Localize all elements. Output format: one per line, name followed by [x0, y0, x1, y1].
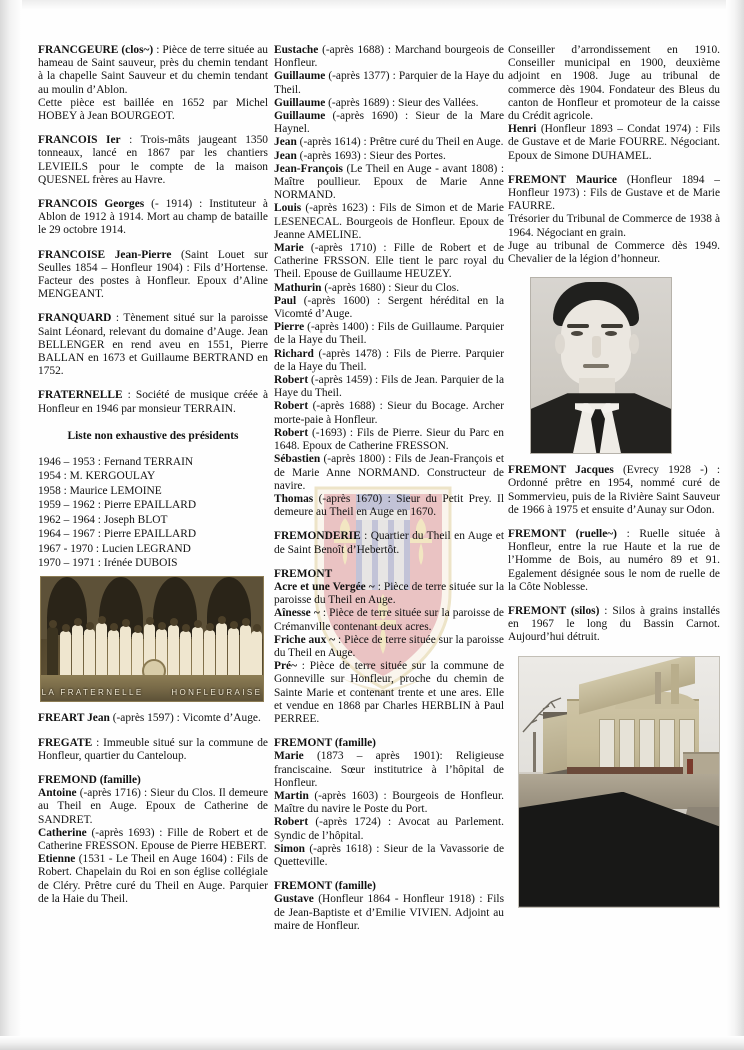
column-2 — [274, 44, 504, 944]
family-member — [38, 827, 268, 853]
member-name: Paul — [274, 294, 297, 307]
entry-head: FREMONT (silos) — [508, 605, 600, 618]
entry-body: : Société de musique créée à Honfleur en 1946 par monsieur TERRAIN. — [38, 389, 268, 415]
president-item: 1946 – 1953 : Fernand TERRAIN — [38, 456, 194, 469]
family-member — [274, 44, 504, 70]
member-text: (Honfleur 1893 – Condat 1974) : Fils de Gustave et de Marie FOURRE. Négociant. Epoux de Simone DUHAMEL. — [508, 123, 720, 162]
entry-fremont-ruelle — [508, 528, 720, 594]
member-text: (-après 1400) : Fils de Guillaume. Parquier de la Haye du Theil. — [274, 321, 504, 347]
member-text: (-après 1459) : Fils de Jean. Parquier de la Haye du Theil. — [274, 374, 504, 400]
entry-body-2: Cette pièce est baillée en 1652 par Michel HOBEY à Jean BOURGEOT. — [38, 96, 268, 123]
member-name: Guillaume — [274, 110, 326, 123]
family-member — [274, 97, 504, 110]
portrait-nose — [592, 336, 601, 358]
family-member — [274, 427, 504, 453]
member-text: (-après 1680) : Sieur du Clos. — [321, 281, 460, 294]
member-name: Thomas — [274, 492, 314, 505]
entry-body: : Ruelle située à Honfleur, entre la rue Haute et la rue de l’Homme de Bois, au numéro 89 et 91. Egalement désignée sous le nom de ruelle de la Côte Noblesse. — [508, 528, 720, 593]
member-text: (-après 1603) : Bourgeois de Honfleur. Maître du navire le Poste du Port. — [274, 789, 504, 816]
silos-photograph — [518, 656, 720, 908]
president-item: 1954 : M. KERGOULAY — [38, 470, 156, 483]
family-member — [274, 202, 504, 242]
portrait-ear-right — [629, 334, 639, 354]
president-item: 1967 - 1970 : Lucien LEGRAND — [38, 542, 191, 555]
entry-francoise-jean-pierre — [38, 249, 268, 302]
entry-fremont-places — [274, 568, 504, 726]
photo-window — [619, 719, 635, 771]
family-member — [274, 242, 504, 282]
member-text: (-après 1716) : Sieur du Clos. Il demeure au Theil en Auge. Epoux de Catherine de SANDRET. — [38, 787, 268, 826]
family-member — [274, 282, 504, 295]
member-name: Simon — [274, 842, 306, 855]
member-text: (-après 1623) : Fils de Simon et de Marie LESENECAL. Bourgeois de Honfleur. Epoux de Jeanne AMELINE. — [274, 202, 504, 241]
place-name: Pré~ — [274, 660, 297, 673]
member-text: (-après 1478) : Fils de Pierre. Parquier de la Haye du Theil. — [274, 347, 504, 373]
member-name: Jean-François — [274, 162, 343, 175]
place-item — [274, 581, 504, 607]
column-1 — [38, 44, 268, 917]
entry-fraternelle — [38, 389, 268, 415]
photo-mast — [671, 664, 679, 704]
fremond-continued-list — [274, 44, 504, 519]
column-3 — [508, 44, 720, 908]
presidents-list — [38, 455, 268, 570]
portrait-photograph — [530, 277, 672, 454]
president-item: 1958 : Maurice LEMOINE — [38, 484, 162, 497]
family-member — [274, 400, 504, 426]
place-name: Friche aux ~ — [274, 633, 336, 646]
member-name: Marie — [274, 750, 304, 763]
entry-head: FREMONDERIE — [274, 530, 361, 543]
member-name: Gustave — [274, 893, 314, 906]
member-text: (Le Theil en Auge - avant 1808) : Maître poullieur. Epoux de Marie Anne NORMAND. — [274, 162, 504, 202]
photo-mast-secondary — [655, 672, 661, 705]
entry-body: (Honfleur 1894 – Honfleur 1973) : Fils de Gustave et de Marie FAURRE. — [508, 173, 720, 213]
band-photograph — [40, 576, 264, 702]
entry-head: FRANCOISE Jean-Pierre — [38, 248, 172, 261]
family-member — [274, 453, 504, 493]
member-text: (-après 1690) : Sieur de la Mare Haynel. — [274, 110, 504, 136]
member-name: Eustache — [274, 44, 319, 56]
place-item — [274, 607, 504, 633]
member-name: Sébastien — [274, 453, 321, 466]
entry-body-3: Juge au tribunal de Commerce dès 1949. Chevalier de la légion d’honneur. — [508, 239, 720, 266]
caption-left: LA FRATERNELLE — [41, 688, 144, 698]
member-text: (-après 1693) : Sieur des Portes. — [296, 149, 446, 162]
entry-body: (Saint Louet sur Seulles 1854 – Honfleur 1904) : Fils d’Hortense. Facteur des postes à Honfleur. Epoux d’Aline MENGEANT. — [38, 248, 268, 301]
member-name: Robert — [274, 374, 309, 387]
entry-francois-georges — [38, 198, 268, 238]
member-name: Jean — [274, 136, 297, 149]
family-head: FREMONT (famille) — [274, 880, 376, 893]
member-name: Etienne — [38, 853, 76, 866]
member-text: (-après 1618) : Sieur de la Vavassorie de Quetteville. — [274, 842, 504, 868]
photo-window — [599, 719, 615, 771]
member-text: (-après 1724) : Avocat au Parlement. Syndic de l’hôpital. — [274, 816, 504, 842]
entry-body: : Tènement situé sur la paroisse Saint Léonard, relevant du domaine d’Auge. Jean BELLENGER en rend aveu en 1551, Pierre BALLAN en 1673 et Guillaume BERTRAND en 1752. — [38, 312, 268, 378]
entry-head: FRANQUARD — [38, 312, 112, 325]
member-name: Pierre — [274, 321, 305, 334]
entry-fremont-famille-2 — [274, 880, 504, 933]
family-head: FREMONT (famille) — [274, 737, 376, 750]
member-text: (-après 1688) : Marchand bourgeois de Honfleur. — [274, 44, 504, 70]
member-name: Catherine — [38, 826, 87, 839]
member-text: (1873 – après 1901): Religieuse franciscaine. Sœur institutrice à l’hôpital de Honfleur. — [274, 750, 504, 789]
member-name: Robert — [274, 426, 309, 439]
family-member — [274, 816, 504, 842]
photo-window — [659, 719, 675, 771]
family-member — [274, 321, 504, 347]
president-item: 1970 – 1971 : Irénée DUBOIS — [38, 556, 178, 569]
caption-right: HONFLEURAISE — [171, 688, 263, 698]
place-item — [274, 634, 504, 660]
photo-window — [639, 719, 655, 771]
entry-fremont-silos — [508, 605, 720, 645]
entry-body: : Pièce de terre située au hameau de Saint sauveur, près du chemin tendant à la chapelle Saint Sauveur et du chemin tendant au moulin d’Ablon. — [38, 44, 268, 96]
member-text: (-après 1377) : Parquier de la Haye du Theil. — [274, 70, 504, 96]
entry-head: FREART Jean — [38, 712, 110, 725]
entry-body: : Quartier du Theil en Auge et de Saint Benoît d’Hebertôt. — [274, 530, 504, 556]
presidents-title: Liste non exhaustive des présidents — [67, 429, 239, 442]
place-item — [274, 660, 504, 726]
entry-head: FRANCGEURE (clos~) — [38, 44, 154, 56]
member-name: Guillaume — [274, 70, 326, 83]
portrait-brow-right — [601, 324, 623, 328]
member-name: Jean — [274, 149, 297, 162]
entry-fremond-famille — [38, 774, 268, 906]
family-member — [274, 136, 504, 149]
entry-freart-jean — [38, 712, 268, 725]
member-text: (1531 - Le Theil en Auge 1604) : Fils de Robert. Chapelain du Roi en son église collégiale de Cléry. Prêtre curé du Theil en Auge. Parquier de la Haie du Theil. — [38, 853, 268, 905]
family-head: FREMOND (famille) — [38, 773, 141, 786]
member-text: (-après 1688) : Sieur du Bocage. Archer morte-paie à Honfleur. — [274, 400, 504, 426]
photo-pole — [533, 732, 536, 772]
member-name: Henri — [508, 123, 537, 136]
entry-head: FRANCOIS Ier — [38, 134, 121, 147]
member-name: Guillaume — [274, 96, 326, 109]
family-member — [274, 348, 504, 374]
member-text: (-après 1693) : Fille de Robert et de Catherine FRESSON. Epouse de Pierre HEBERT. — [38, 826, 268, 852]
member-name: Mathurin — [274, 281, 322, 294]
entry-body: (Evrecy 1928 -) : Ordonné prêtre en 1954, nommé curé de Sommervieu, puis de la Rivière Saint Sauveur de 1966 à 1975 et ensuite d’Aunay sur Odon. — [508, 464, 720, 516]
band-photo-caption — [41, 688, 263, 697]
president-item: 1959 – 1962 : Pierre EPAILLARD — [38, 499, 197, 512]
member-name: Marie — [274, 242, 304, 255]
member-name: Robert — [274, 400, 309, 413]
member-name: Martin — [274, 789, 309, 802]
entry-fregate — [38, 737, 268, 763]
entry-body: : Trois-mâts jaugeant 1350 tonneaux, lancé en 1867 par les chantiers LEVIEILS pour le compte de la maison QUESNEL frères au Havre. — [38, 134, 268, 186]
entry-head: FREMONT — [274, 567, 333, 580]
member-name: Antoine — [38, 787, 77, 800]
family-member — [274, 150, 504, 163]
entry-head: FRANCOIS Georges — [38, 198, 145, 211]
entry-head: FREGATE — [38, 736, 93, 749]
member-text: (-1693) : Fils de Pierre. Sieur du Parc en 1648. Epoux de Catherine FRESSON. — [274, 426, 504, 453]
entry-head: FRATERNELLE — [38, 389, 123, 402]
member-text: (-après 1600) : Sergent hérédital en la Vicomté d’Auge. — [274, 294, 504, 321]
family-member — [274, 843, 504, 869]
family-member — [38, 853, 268, 906]
entry-fremont-jacques — [508, 464, 720, 517]
entry-head: FREMONT Maurice — [508, 173, 617, 186]
entry-body: : Silos à grains installés en 1967 le long du Bassin Carnot. Aujourd’hui détruit. — [508, 605, 720, 644]
family-member — [274, 110, 504, 136]
entry-head: FREMONT Jacques — [508, 464, 614, 477]
family-member — [38, 787, 268, 827]
member-text: (-après 1800) : Fils de Jean-François et de Marie Anne NORMAND. Constructeur de navire. — [274, 453, 504, 492]
entry-fremonderie — [274, 530, 504, 556]
president-item: 1964 – 1967 : Pierre EPAILLARD — [38, 528, 197, 541]
family-member — [274, 750, 504, 790]
member-name: Robert — [274, 816, 309, 829]
family-member — [274, 893, 504, 933]
portrait-brow-left — [567, 324, 589, 328]
entry-francgeure — [38, 44, 268, 123]
portrait-mouth — [583, 364, 609, 368]
entry-body-2: Trésorier du Tribunal de Commerce de 1938 à 1964. Négociant en grain. — [508, 213, 720, 239]
entry-head: FREMONT (ruelle~) — [508, 528, 617, 541]
entry-body: (-après 1597) : Vicomte d’Auge. — [109, 712, 261, 725]
place-text: : Pièce de terre située sur la commune de Gonneville sur Honfleur, proche du chemin de Sainte Marie et contenant trente et une ares. Elle et vendue en 1868 par Charles HERBLIN à Paul PERREE. — [274, 660, 504, 725]
family-member — [274, 374, 504, 400]
place-name: Acre et une Vergée ~ — [274, 580, 375, 593]
member-name: Richard — [274, 347, 314, 360]
member-text: (-après 1689) : Sieur des Vallées. — [325, 96, 479, 109]
family-member — [274, 163, 504, 203]
place-name: Aînesse ~ — [274, 607, 320, 620]
entry-franquard — [38, 312, 268, 378]
family-member — [274, 493, 504, 519]
member-text: (-après 1710) : Fille de Robert et de Catherine FRSSON. Elle tient le parc royal du Theil. Epouse de Guillaume HEUZEY. — [274, 242, 504, 281]
entry-fremont-maurice — [508, 174, 720, 266]
place-text: : Pièce de terre située sur la paroisse du Theil en Auge. — [274, 633, 504, 659]
entry-body: : Immeuble situé sur la commune de Honfleur, quartier du Canteloup. — [38, 736, 268, 762]
family-member — [274, 295, 504, 321]
entry-body: (- 1914) : Instituteur à Ablon de 1912 à 1914. Mort au champ de bataille le 29 octobre 1914. — [38, 198, 268, 237]
family-member — [274, 70, 504, 96]
place-text: : Pièce de terre située sur la paroisse du Theil en Auge. — [274, 580, 504, 607]
president-item: 1962 – 1964 : Joseph BLOT — [38, 513, 168, 526]
entry-francois-ier — [38, 134, 268, 187]
gustave-continued: Conseiller d’arrondissement en 1910. Conseiller municipal en 1900, deuxième adjoint en 1908. Juge au tribunal de commerce dès 1904. Fondateur des Bleus du canton de Honfleur et promoteur de la caisse du Crédit agricole. — [508, 44, 720, 123]
member-text: (-après 1670) : Sieur du Petit Prey. Il demeure au Theil en Auge en 1670. — [274, 492, 504, 519]
family-member — [274, 790, 504, 816]
member-text: (Honfleur 1864 - Honfleur 1918) : Fils de Jean-Baptiste et d’Emilie VIVIEN. Adjoint au maire de Honfleur. — [274, 893, 504, 932]
entry-henri — [508, 123, 720, 163]
entry-fremont-famille-1 — [274, 737, 504, 869]
place-text: : Pièce de terre située sur la paroisse de Crémanville contenant deux acres. — [274, 607, 504, 633]
member-text: (-après 1614) : Prêtre curé du Theil en Auge. — [296, 136, 504, 149]
member-name: Louis — [274, 202, 302, 215]
